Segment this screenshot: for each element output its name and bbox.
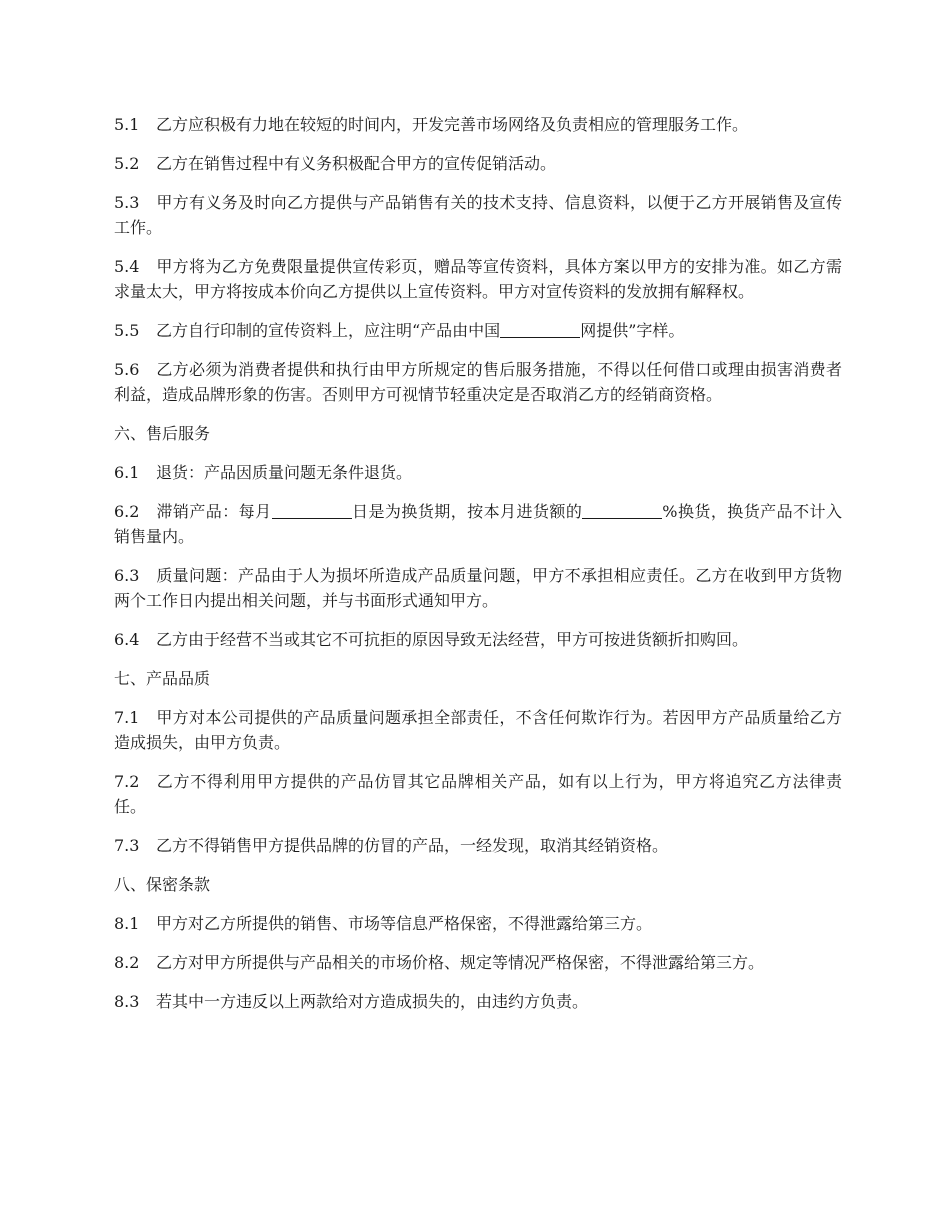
clause-text: 乙方应积极有力地在较短的时间内，开发完善市场网络及负责相应的管理服务工作。 <box>156 115 749 134</box>
clause-5-2 <box>114 151 842 176</box>
clause-6-1 <box>114 460 842 485</box>
clause-number: 8.2 <box>114 953 140 972</box>
clause-text-b: 网提供”字样。 <box>580 321 685 340</box>
clause-number: 8.1 <box>114 914 140 933</box>
clause-8-3 <box>114 989 842 1014</box>
clause-text: 乙方在销售过程中有义务积极配合甲方的宣传促销活动。 <box>156 154 557 173</box>
fill-in-blank <box>500 319 580 338</box>
clause-text-a: 乙方自行印制的宣传资料上，应注明“产品由中国 <box>156 321 501 340</box>
clause-text: 乙方不得利用甲方提供的产品仿冒其它品牌相关产品，如有以上行为，甲方将追究乙方法律责任。 <box>114 772 842 816</box>
clause-number: 7.1 <box>114 708 140 727</box>
clause-7-2 <box>114 769 842 819</box>
clause-text: 乙方对甲方所提供与产品相关的市场价格、规定等情况严格保密，不得泄露给第三方。 <box>156 953 765 972</box>
clause-text: 甲方对乙方所提供的销售、市场等信息严格保密，不得泄露给第三方。 <box>156 914 653 933</box>
clause-text: 甲方将为乙方免费限量提供宣传彩页，赠品等宣传资料，具体方案以甲方的安排为准。如乙方需求量太大，甲方将按成本价向乙方提供以上宣传资料。甲方对宣传资料的发放拥有解释权。 <box>114 257 842 301</box>
clause-7-1 <box>114 705 842 755</box>
clause-number: 8.3 <box>114 992 140 1011</box>
clause-number: 5.2 <box>114 154 140 173</box>
fill-in-blank <box>272 500 352 519</box>
clause-5-5 <box>114 318 842 343</box>
clause-number: 5.6 <box>114 360 140 379</box>
clause-5-3 <box>114 190 842 240</box>
clause-number: 7.2 <box>114 772 140 791</box>
clause-text: 乙方必须为消费者提供和执行由甲方所规定的售后服务措施，不得以任何借口或理由损害消费者利益，造成品牌形象的伤害。否则甲方可视情节轻重决定是否取消乙方的经销商资格。 <box>114 360 842 404</box>
fill-in-blank <box>582 500 662 519</box>
clause-8-2 <box>114 950 842 975</box>
clause-5-6 <box>114 357 842 407</box>
clause-6-3 <box>114 563 842 613</box>
document-page <box>114 112 842 1028</box>
section-heading-7: 七、产品品质 <box>114 669 211 688</box>
clause-8-1 <box>114 911 842 936</box>
clause-5-1 <box>114 112 842 137</box>
clause-number: 6.1 <box>114 463 140 482</box>
clause-6-2 <box>114 499 842 549</box>
clause-text: 若其中一方违反以上两款给对方造成损失的，由违约方负责。 <box>156 992 589 1011</box>
clause-number: 7.3 <box>114 836 140 855</box>
clause-number: 5.5 <box>114 321 140 340</box>
clause-number: 6.4 <box>114 630 140 649</box>
clause-text-a: 滞销产品：每月 <box>156 502 272 521</box>
clause-5-4 <box>114 254 842 304</box>
clause-number: 5.1 <box>114 115 140 134</box>
clause-text-b: 日是为换货期，按本月进货额的 <box>351 502 583 521</box>
clause-number: 6.2 <box>114 502 140 521</box>
section-heading-6: 六、售后服务 <box>114 424 211 443</box>
clause-text: 退货：产品因质量问题无条件退货。 <box>156 463 413 482</box>
clause-text: 质量问题：产品由于人为损坏所造成产品质量问题，甲方不承担相应责任。乙方在收到甲方货物两个工作日内提出相关问题，并与书面形式通知甲方。 <box>114 566 842 610</box>
clause-text: 乙方由于经营不当或其它不可抗拒的原因导致无法经营，甲方可按进货额折扣购回。 <box>156 630 749 649</box>
clause-text: 甲方对本公司提供的产品质量问题承担全部责任，不含任何欺诈行为。若因甲方产品质量给乙方造成损失，由甲方负责。 <box>114 708 842 752</box>
clause-text: 甲方有义务及时向乙方提供与产品销售有关的技术支持、信息资料，以便于乙方开展销售及宣传工作。 <box>114 193 842 237</box>
section-heading-8: 八、保密条款 <box>114 875 211 894</box>
clause-number: 6.3 <box>114 566 140 585</box>
clause-text-c: %换货，换货产品不计入销售量内。 <box>114 502 842 546</box>
clause-7-3 <box>114 833 842 858</box>
clause-number: 5.3 <box>114 193 140 212</box>
clause-number: 5.4 <box>114 257 140 276</box>
clause-6-4 <box>114 627 842 652</box>
clause-text: 乙方不得销售甲方提供品牌的仿冒的产品，一经发现，取消其经销资格。 <box>156 836 669 855</box>
